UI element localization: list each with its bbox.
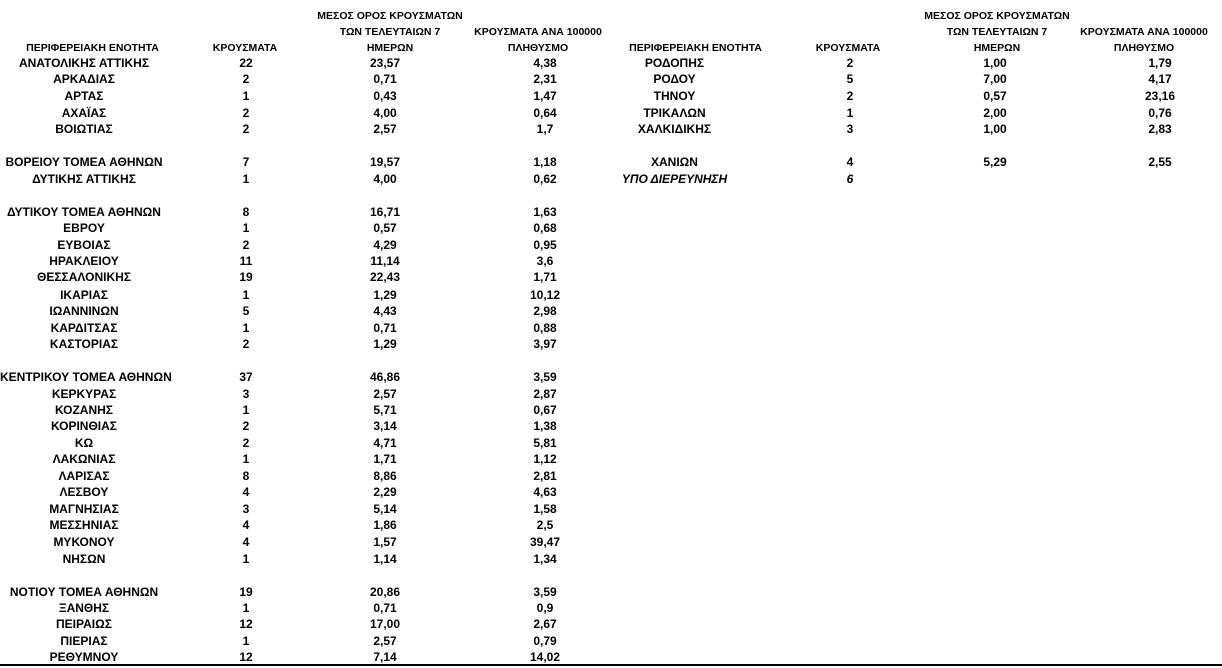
- left-header-avg7-line3: ΗΜΕΡΩΝ: [366, 42, 414, 54]
- cell-per100k: 0,79: [533, 634, 557, 648]
- table-row: [0, 204, 1222, 220]
- cell-cases: 1: [242, 452, 250, 466]
- cell-cases: 22: [239, 56, 253, 70]
- cell-per100k: 0,62: [533, 172, 557, 186]
- table-row: [0, 320, 1222, 336]
- cell-per100k: 4,17: [1148, 72, 1172, 86]
- cell-region: ΚΩ: [74, 436, 94, 450]
- cell-region: ΒΟΙΩΤΙΑΣ: [55, 122, 113, 136]
- cell-per100k: 5,81: [533, 436, 557, 450]
- left-header-region: ΠΕΡΙΦΕΡΕΙΑΚΗ ΕΝΟΤΗΤΑ: [26, 42, 159, 54]
- cell-per100k: 3,97: [533, 337, 557, 351]
- cell-region: ΡΟΔΟΠΗΣ: [644, 56, 705, 70]
- cell-cases: 8: [242, 469, 250, 483]
- cell-avg7: 22,43: [369, 270, 401, 284]
- cell-region: ΜΑΓΝΗΣΙΑΣ: [49, 502, 119, 516]
- cell-cases: 11: [239, 254, 253, 268]
- cell-avg7: 4,29: [373, 238, 397, 252]
- cell-cases: 6: [846, 172, 854, 186]
- cell-per100k: 1,38: [533, 419, 557, 433]
- table-row: [0, 386, 1222, 402]
- cell-per100k: 2,98: [533, 304, 557, 318]
- table-row: [0, 517, 1222, 533]
- cell-cases: 2: [242, 238, 250, 252]
- cell-per100k: 2,81: [533, 469, 557, 483]
- cell-per100k: 2,31: [533, 72, 557, 86]
- cell-region: ΑΡΚΑΔΙΑΣ: [53, 72, 115, 86]
- cell-region: ΠΕΙΡΑΙΩΣ: [56, 617, 112, 631]
- cell-cases: 5: [846, 72, 854, 86]
- cell-per100k: 1,71: [533, 270, 557, 284]
- cell-per100k: 0,88: [533, 321, 557, 335]
- cell-cases: 1: [242, 403, 250, 417]
- cell-per100k: 3,59: [533, 585, 557, 599]
- cell-per100k: 1,18: [533, 155, 557, 169]
- cell-per100k: 2,55: [1148, 155, 1172, 169]
- table-row: [0, 468, 1222, 484]
- cell-region: ΛΑΡΙΣΑΣ: [58, 469, 110, 483]
- cell-avg7: 0,57: [373, 221, 397, 235]
- cell-region: ΚΟΖΑΝΗΣ: [55, 403, 113, 417]
- cell-avg7: 3,14: [373, 419, 397, 433]
- cell-avg7: 5,71: [373, 403, 397, 417]
- cell-cases: 1: [242, 221, 250, 235]
- table-row: [0, 88, 1222, 104]
- cell-per100k: 2,87: [533, 387, 557, 401]
- cell-avg7: 4,43: [373, 304, 397, 318]
- cell-region: ΠΙΕΡΙΑΣ: [60, 634, 108, 648]
- cell-avg7: 2,57: [373, 387, 397, 401]
- cell-region: ΜΥΚΟΝΟΥ: [53, 535, 115, 549]
- cell-region: ΚΑΡΔΙΤΣΑΣ: [50, 321, 118, 335]
- cell-avg7: 4,00: [373, 106, 397, 120]
- cell-cases: 37: [239, 370, 253, 384]
- table-row: [0, 336, 1222, 352]
- cell-cases: 4: [242, 518, 250, 532]
- table-row: [0, 435, 1222, 451]
- cell-region: ΚΟΡΙΝΘΙΑΣ: [51, 419, 117, 433]
- cell-cases: 19: [239, 270, 253, 284]
- cell-per100k: 1,79: [1148, 56, 1172, 70]
- cell-per100k: 14,02: [529, 650, 561, 664]
- table-row: [0, 484, 1222, 500]
- cell-region: ΝΗΣΩΝ: [62, 552, 106, 566]
- right-header-avg7-line1: ΜΕΣΟΣ ΟΡΟΣ ΚΡΟΥΣΜΑΤΩΝ: [924, 10, 1070, 22]
- table-row: [0, 287, 1222, 303]
- cell-avg7: 1,14: [373, 552, 397, 566]
- right-header-per100k-line2: ΠΛΗΘΥΣΜΟ: [1113, 42, 1175, 54]
- cell-region: ΚΕΝΤΡΙΚΟΥ ΤΟΜΕΑ ΑΘΗΝΩΝ: [0, 370, 172, 384]
- cell-cases: 4: [242, 485, 250, 499]
- cell-region: ΑΝΑΤΟΛΙΚΗΣ ΑΤΤΙΚΗΣ: [18, 56, 150, 70]
- cell-cases: 5: [242, 304, 250, 318]
- cell-avg7: 1,86: [373, 518, 397, 532]
- cell-per100k: 4,63: [533, 485, 557, 499]
- cell-avg7: 2,57: [373, 634, 397, 648]
- cell-region: ΑΡΤΑΣ: [64, 89, 104, 103]
- cell-avg7: 2,29: [373, 485, 397, 499]
- cell-avg7: 23,57: [369, 56, 401, 70]
- cell-avg7: 4,71: [373, 436, 397, 450]
- left-header-cases: ΚΡΟΥΣΜΑΤΑ: [212, 42, 278, 54]
- table-row: [0, 269, 1222, 285]
- left-header-avg7-line2: ΤΩΝ ΤΕΛΕΥΤΑΙΩΝ 7: [339, 26, 441, 38]
- cell-cases: 1: [242, 288, 250, 302]
- left-header-avg7: [300, 8, 480, 56]
- cell-avg7: 1,57: [373, 535, 397, 549]
- cell-region: ΤΗΝΟΥ: [653, 89, 696, 103]
- table-row: [0, 616, 1222, 632]
- cell-per100k: 0,76: [1148, 106, 1172, 120]
- table-row: [0, 253, 1222, 269]
- cell-cases: 1: [242, 172, 250, 186]
- cell-cases: 2: [242, 122, 250, 136]
- left-header-per100k-line1: ΚΡΟΥΣΜΑΤΑ ΑΝΑ 100000: [474, 26, 602, 38]
- right-header-avg7-line2: ΤΩΝ ΤΕΛΕΥΤΑΙΩΝ 7: [946, 26, 1048, 38]
- cell-per100k: 1,12: [533, 452, 557, 466]
- cell-avg7: 2,00: [983, 106, 1007, 120]
- cell-per100k: 2,67: [533, 617, 557, 631]
- cell-avg7: 4,00: [373, 172, 397, 186]
- cell-avg7: 0,43: [373, 89, 397, 103]
- cell-region: ΥΠΟ ΔΙΕΡΕΥΝΗΣΗ: [621, 172, 728, 186]
- cell-cases: 1: [242, 634, 250, 648]
- cell-per100k: 0,9: [536, 601, 554, 615]
- cell-region: ΘΕΣΣΑΛΟΝΙΚΗΣ: [37, 270, 131, 284]
- cell-cases: 4: [242, 535, 250, 549]
- cell-cases: 1: [242, 601, 250, 615]
- table-row: [0, 418, 1222, 434]
- table-row: [0, 303, 1222, 319]
- table-row: [0, 220, 1222, 236]
- cell-cases: 2: [846, 89, 854, 103]
- cell-region: ΕΥΒΟΙΑΣ: [57, 238, 111, 252]
- cell-region: ΧΑΛΚΙΔΙΚΗΣ: [637, 122, 712, 136]
- cell-cases: 3: [242, 387, 250, 401]
- cell-region: ΡΟΔΟΥ: [653, 72, 696, 86]
- cell-avg7: 0,71: [373, 601, 397, 615]
- table-row: [0, 369, 1222, 385]
- right-header-cases: ΚΡΟΥΣΜΑΤΑ: [815, 42, 881, 54]
- table-row: [0, 55, 1222, 71]
- left-header-per100k: [463, 24, 613, 56]
- table-row: [0, 649, 1222, 665]
- table-row: [0, 121, 1222, 137]
- cell-avg7: 19,57: [369, 155, 401, 169]
- right-header-avg7-line3: ΗΜΕΡΩΝ: [973, 42, 1021, 54]
- cell-avg7: 16,71: [369, 205, 401, 219]
- cell-cases: 2: [242, 436, 250, 450]
- table-row: [0, 633, 1222, 649]
- cell-avg7: 5,29: [983, 155, 1007, 169]
- cell-avg7: 0,57: [983, 89, 1007, 103]
- cell-cases: 2: [242, 419, 250, 433]
- cell-avg7: 5,14: [373, 502, 397, 516]
- cell-region: ΜΕΣΣΗΝΙΑΣ: [49, 518, 119, 532]
- cell-region: ΤΡΙΚΑΛΩΝ: [643, 106, 706, 120]
- cell-region: ΕΒΡΟΥ: [63, 221, 105, 235]
- cell-region: ΛΕΣΒΟΥ: [59, 485, 109, 499]
- cell-cases: 3: [242, 502, 250, 516]
- cell-cases: 1: [242, 89, 250, 103]
- table-row: [0, 71, 1222, 87]
- cell-region: ΙΩΑΝΝΙΝΩΝ: [49, 304, 119, 318]
- cell-cases: 12: [239, 650, 253, 664]
- cell-cases: 7: [242, 155, 250, 169]
- cell-avg7: 11,14: [370, 254, 400, 268]
- cell-region: ΚΕΡΚΥΡΑΣ: [51, 387, 117, 401]
- cell-avg7: 20,86: [369, 585, 401, 599]
- cell-region: ΒΟΡΕΙΟΥ ΤΟΜΕΑ ΑΘΗΝΩΝ: [5, 155, 163, 169]
- cell-cases: 2: [242, 337, 250, 351]
- left-header-per100k-line2: ΠΛΗΘΥΣΜΟ: [507, 42, 569, 54]
- cell-avg7: 1,00: [983, 122, 1007, 136]
- cell-cases: 2: [242, 106, 250, 120]
- cell-per100k: 2,5: [536, 518, 554, 532]
- cell-avg7: 1,29: [373, 337, 397, 351]
- cell-per100k: 0,95: [533, 238, 557, 252]
- cell-avg7: 8,86: [373, 469, 397, 483]
- table-row: [0, 154, 1222, 170]
- cell-cases: 2: [242, 72, 250, 86]
- right-header-region: ΠΕΡΙΦΕΡΕΙΑΚΗ ΕΝΟΤΗΤΑ: [629, 42, 762, 54]
- cell-per100k: 1,34: [533, 552, 557, 566]
- bottom-border: [0, 664, 1222, 666]
- cell-region: ΞΑΝΘΗΣ: [58, 601, 110, 615]
- table-row: [0, 551, 1222, 567]
- right-header-per100k-line1: ΚΡΟΥΣΜΑΤΑ ΑΝΑ 100000: [1080, 26, 1208, 38]
- cell-cases: 1: [846, 106, 854, 120]
- table-row: [0, 584, 1222, 600]
- cell-per100k: 23,16: [1144, 89, 1176, 103]
- cell-region: ΡΕΘΥΜΝΟΥ: [49, 650, 119, 664]
- cell-cases: 12: [239, 617, 253, 631]
- cell-avg7: 7,14: [373, 650, 397, 664]
- table-row: [0, 237, 1222, 253]
- cell-avg7: 0,71: [373, 321, 397, 335]
- cell-per100k: 1,47: [533, 89, 557, 103]
- cell-region: ΑΧΑΪΑΣ: [61, 106, 107, 120]
- cell-region: ΛΑΚΩΝΙΑΣ: [52, 452, 116, 466]
- cell-region: ΔΥΤΙΚΟΥ ΤΟΜΕΑ ΑΘΗΝΩΝ: [7, 205, 161, 219]
- cell-region: ΗΡΑΚΛΕΙΟΥ: [49, 254, 119, 268]
- cell-per100k: 3,6: [536, 254, 554, 268]
- cell-cases: 8: [242, 205, 250, 219]
- left-header-avg7-line1: ΜΕΣΟΣ ΟΡΟΣ ΚΡΟΥΣΜΑΤΩΝ: [317, 10, 463, 22]
- right-header-per100k: [1069, 24, 1219, 56]
- cell-per100k: 39,47: [529, 535, 561, 549]
- table-row: [0, 402, 1222, 418]
- cell-per100k: 1,63: [533, 205, 557, 219]
- cell-cases: 4: [846, 155, 854, 169]
- table-row: [0, 105, 1222, 121]
- right-header-avg7: [907, 8, 1087, 56]
- cell-avg7: 1,71: [373, 452, 397, 466]
- table-row: [0, 451, 1222, 467]
- cell-region: ΙΚΑΡΙΑΣ: [60, 288, 108, 302]
- cell-per100k: 0,67: [533, 403, 557, 417]
- cell-avg7: 46,86: [369, 370, 401, 384]
- cell-cases: 2: [846, 56, 854, 70]
- cell-cases: 3: [846, 122, 854, 136]
- cell-cases: 1: [242, 321, 250, 335]
- cell-region: ΚΑΣΤΟΡΙΑΣ: [49, 337, 119, 351]
- cell-avg7: 7,00: [983, 72, 1007, 86]
- cell-per100k: 0,64: [533, 106, 557, 120]
- cell-per100k: 2,83: [1148, 122, 1172, 136]
- cell-avg7: 2,57: [373, 122, 397, 136]
- table-row: [0, 171, 1222, 187]
- cell-per100k: 0,68: [533, 221, 557, 235]
- cell-avg7: 1,29: [373, 288, 397, 302]
- cell-per100k: 4,38: [533, 56, 557, 70]
- cell-region: ΧΑΝΙΩΝ: [651, 155, 698, 169]
- cell-region: ΔΥΤΙΚΗΣ ΑΤΤΙΚΗΣ: [32, 172, 136, 186]
- cell-region: ΝΟΤΙΟΥ ΤΟΜΕΑ ΑΘΗΝΩΝ: [9, 585, 159, 599]
- cell-avg7: 1,00: [983, 56, 1007, 70]
- cell-avg7: 17,00: [369, 617, 401, 631]
- cell-per100k: 1,7: [536, 122, 554, 136]
- cell-per100k: 1,58: [533, 502, 557, 516]
- cell-cases: 1: [242, 552, 250, 566]
- cell-per100k: 10,12: [529, 288, 561, 302]
- table-row: [0, 534, 1222, 550]
- cell-per100k: 3,59: [533, 370, 557, 384]
- cell-cases: 19: [239, 585, 253, 599]
- cell-avg7: 0,71: [373, 72, 397, 86]
- table-row: [0, 501, 1222, 517]
- table-row: [0, 600, 1222, 616]
